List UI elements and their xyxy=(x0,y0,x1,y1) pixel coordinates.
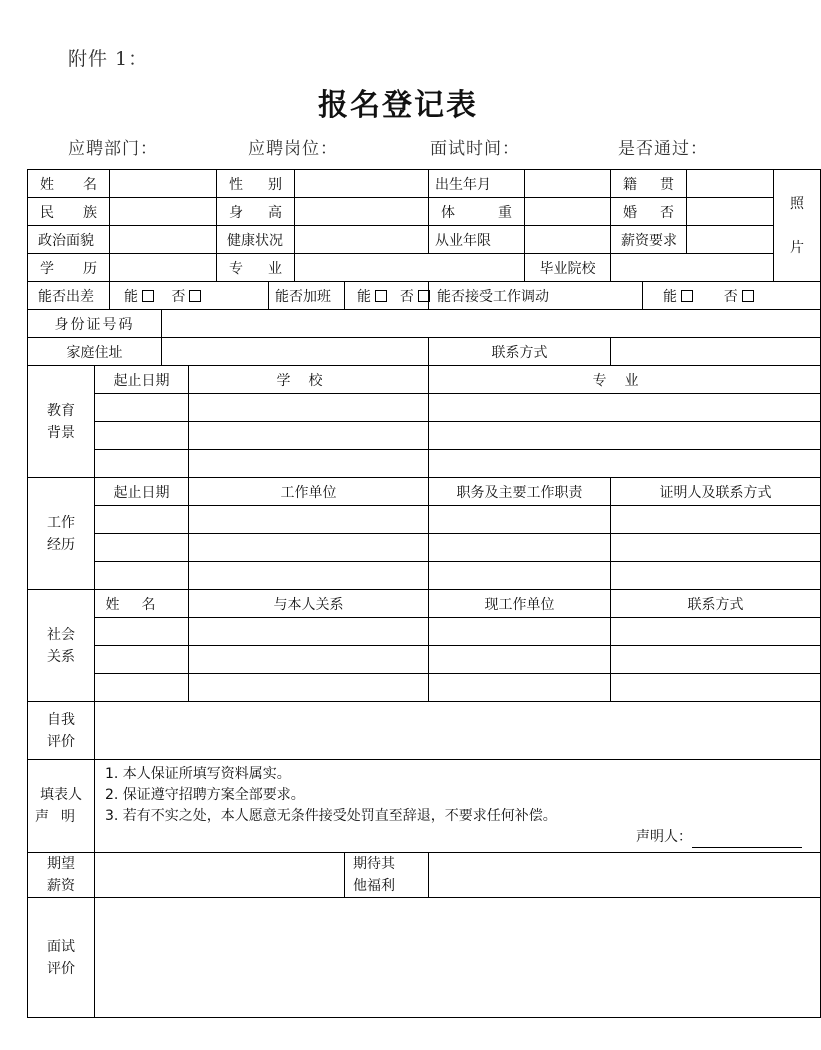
department-label: 应聘部门： xyxy=(68,139,158,159)
school-field[interactable] xyxy=(611,254,774,282)
work-cell[interactable] xyxy=(429,534,611,562)
contact-field[interactable] xyxy=(611,338,821,366)
education-section-label: 教育 背景 xyxy=(28,366,95,478)
work-cell[interactable] xyxy=(429,506,611,534)
expected-salary-label: 期望 薪资 xyxy=(28,853,95,898)
weight-field[interactable] xyxy=(525,198,611,226)
work-header-employer: 工作单位 xyxy=(189,478,429,506)
transfer-yes-label: 能 xyxy=(663,288,677,305)
social-cell[interactable] xyxy=(611,646,821,674)
work-cell[interactable] xyxy=(189,562,429,590)
expected-salary-field[interactable] xyxy=(95,853,345,898)
photo-label-2: 片 xyxy=(790,239,804,256)
position-label: 应聘岗位： xyxy=(248,139,338,159)
self-eval-label: 自我 评价 xyxy=(28,702,95,760)
edu-cell[interactable] xyxy=(189,394,429,422)
transfer-label: 能否接受工作调动 xyxy=(429,282,643,310)
overtime-yes-label: 能 xyxy=(357,288,371,305)
declaration-text xyxy=(95,760,821,853)
id-number-field[interactable] xyxy=(162,310,821,338)
ethnicity-label: 民族 xyxy=(28,198,110,226)
edu-cell[interactable] xyxy=(189,450,429,478)
travel-no-checkbox[interactable] xyxy=(189,290,201,302)
school-label: 毕业院校 xyxy=(525,254,611,282)
ethnicity-field[interactable] xyxy=(110,198,217,226)
interview-eval-label: 面试 评价 xyxy=(28,898,95,1018)
work-cell[interactable] xyxy=(611,562,821,590)
major-field[interactable] xyxy=(295,254,525,282)
work-header-reference: 证明人及联系方式 xyxy=(611,478,821,506)
name-field[interactable] xyxy=(110,170,217,198)
overtime-no-checkbox[interactable] xyxy=(418,290,430,302)
edu-cell[interactable] xyxy=(95,450,189,478)
edu-cell[interactable] xyxy=(95,422,189,450)
native-label: 籍贯 xyxy=(611,170,687,198)
native-field[interactable] xyxy=(687,170,774,198)
form-title: 报名登记表 xyxy=(318,88,478,123)
travel-options xyxy=(110,282,269,310)
name-label: 姓名 xyxy=(28,170,110,198)
work-cell[interactable] xyxy=(429,562,611,590)
interview-time-label: 面试时间： xyxy=(430,139,520,159)
work-cell[interactable] xyxy=(95,506,189,534)
social-cell[interactable] xyxy=(189,618,429,646)
work-cell[interactable] xyxy=(189,534,429,562)
political-field[interactable] xyxy=(110,226,217,254)
work-cell[interactable] xyxy=(95,534,189,562)
transfer-yes-checkbox[interactable] xyxy=(681,290,693,302)
edu-cell[interactable] xyxy=(95,394,189,422)
social-cell[interactable] xyxy=(189,674,429,702)
social-header-contact: 联系方式 xyxy=(611,590,821,618)
work-header-dates: 起止日期 xyxy=(95,478,189,506)
salary-req-field[interactable] xyxy=(687,226,774,254)
edu-cell[interactable] xyxy=(429,422,821,450)
transfer-options xyxy=(643,282,821,310)
photo-box[interactable] xyxy=(774,170,821,282)
work-years-field[interactable] xyxy=(525,226,611,254)
gender-label: 性别 xyxy=(217,170,295,198)
social-header-relation: 与本人关系 xyxy=(189,590,429,618)
work-cell[interactable] xyxy=(189,506,429,534)
other-benefits-label: 期待其 他福利 xyxy=(345,853,429,898)
edu-cell[interactable] xyxy=(429,394,821,422)
work-cell[interactable] xyxy=(611,506,821,534)
social-cell[interactable] xyxy=(611,674,821,702)
overtime-options xyxy=(345,282,429,310)
health-label: 健康状况 xyxy=(217,226,295,254)
edu-header-major: 专业 xyxy=(429,366,821,394)
social-cell[interactable] xyxy=(429,646,611,674)
home-address-label: 家庭住址 xyxy=(28,338,162,366)
health-field[interactable] xyxy=(295,226,429,254)
passed-label: 是否通过： xyxy=(618,139,708,159)
registration-form xyxy=(27,169,821,1018)
education-field[interactable] xyxy=(110,254,217,282)
social-cell[interactable] xyxy=(429,618,611,646)
other-benefits-field[interactable] xyxy=(429,853,821,898)
social-cell[interactable] xyxy=(189,646,429,674)
transfer-no-label: 否 xyxy=(723,288,738,305)
political-label: 政治面貌 xyxy=(28,226,110,254)
home-address-field[interactable] xyxy=(162,338,429,366)
overtime-yes-checkbox[interactable] xyxy=(375,290,387,302)
social-cell[interactable] xyxy=(95,618,189,646)
height-field[interactable] xyxy=(295,198,429,226)
edu-cell[interactable] xyxy=(189,422,429,450)
education-label: 学历 xyxy=(28,254,110,282)
transfer-no-checkbox[interactable] xyxy=(742,290,754,302)
social-cell[interactable] xyxy=(95,674,189,702)
edu-cell[interactable] xyxy=(429,450,821,478)
declaration-line-2: 2. 保证遵守招聘方案全部要求。 xyxy=(105,787,305,803)
edu-header-dates: 起止日期 xyxy=(95,366,189,394)
social-header-name: 姓名 xyxy=(95,590,189,618)
social-cell[interactable] xyxy=(95,646,189,674)
work-header-duties: 职务及主要工作职责 xyxy=(429,478,611,506)
work-section-label: 工作 经历 xyxy=(28,478,95,590)
gender-field[interactable] xyxy=(295,170,429,198)
attachment-label: 附件 1： xyxy=(68,48,149,70)
overtime-label: 能否加班 xyxy=(269,282,345,310)
travel-yes-label: 能 xyxy=(124,288,138,305)
interview-eval-field[interactable] xyxy=(95,898,821,1018)
social-cell[interactable] xyxy=(429,674,611,702)
overtime-no-label: 否 xyxy=(399,288,414,305)
signer-label: 声明人： xyxy=(636,829,692,845)
declaration-line-3: 3. 若有不实之处，本人愿意无条件接受处罚直至辞退，不要求任何补偿。 xyxy=(105,808,557,824)
birth-label: 出生年月 xyxy=(429,170,525,198)
work-years-label: 从业年限 xyxy=(429,226,525,254)
work-cell[interactable] xyxy=(95,562,189,590)
social-cell[interactable] xyxy=(611,618,821,646)
id-number-label: 身份证号码 xyxy=(28,310,162,338)
marital-label: 婚否 xyxy=(611,198,687,226)
social-header-employer: 现工作单位 xyxy=(429,590,611,618)
weight-label: 体重 xyxy=(429,198,525,226)
declaration-line-1: 1. 本人保证所填写资料属实。 xyxy=(105,766,291,782)
salary-req-label: 薪资要求 xyxy=(611,226,687,254)
travel-label: 能否出差 xyxy=(28,282,110,310)
social-section-label: 社会 关系 xyxy=(28,590,95,702)
contact-label: 联系方式 xyxy=(429,338,611,366)
self-eval-field[interactable] xyxy=(95,702,821,760)
birth-field[interactable] xyxy=(525,170,611,198)
edu-header-school: 学校 xyxy=(189,366,429,394)
travel-no-label: 否 xyxy=(171,288,186,305)
marital-field[interactable] xyxy=(687,198,774,226)
signer-line[interactable] xyxy=(692,833,802,848)
travel-yes-checkbox[interactable] xyxy=(142,290,154,302)
work-cell[interactable] xyxy=(611,534,821,562)
major-label: 专业 xyxy=(217,254,295,282)
declaration-label: 填表人 声明 xyxy=(28,760,95,853)
photo-label-1: 照 xyxy=(790,195,804,212)
height-label: 身高 xyxy=(217,198,295,226)
